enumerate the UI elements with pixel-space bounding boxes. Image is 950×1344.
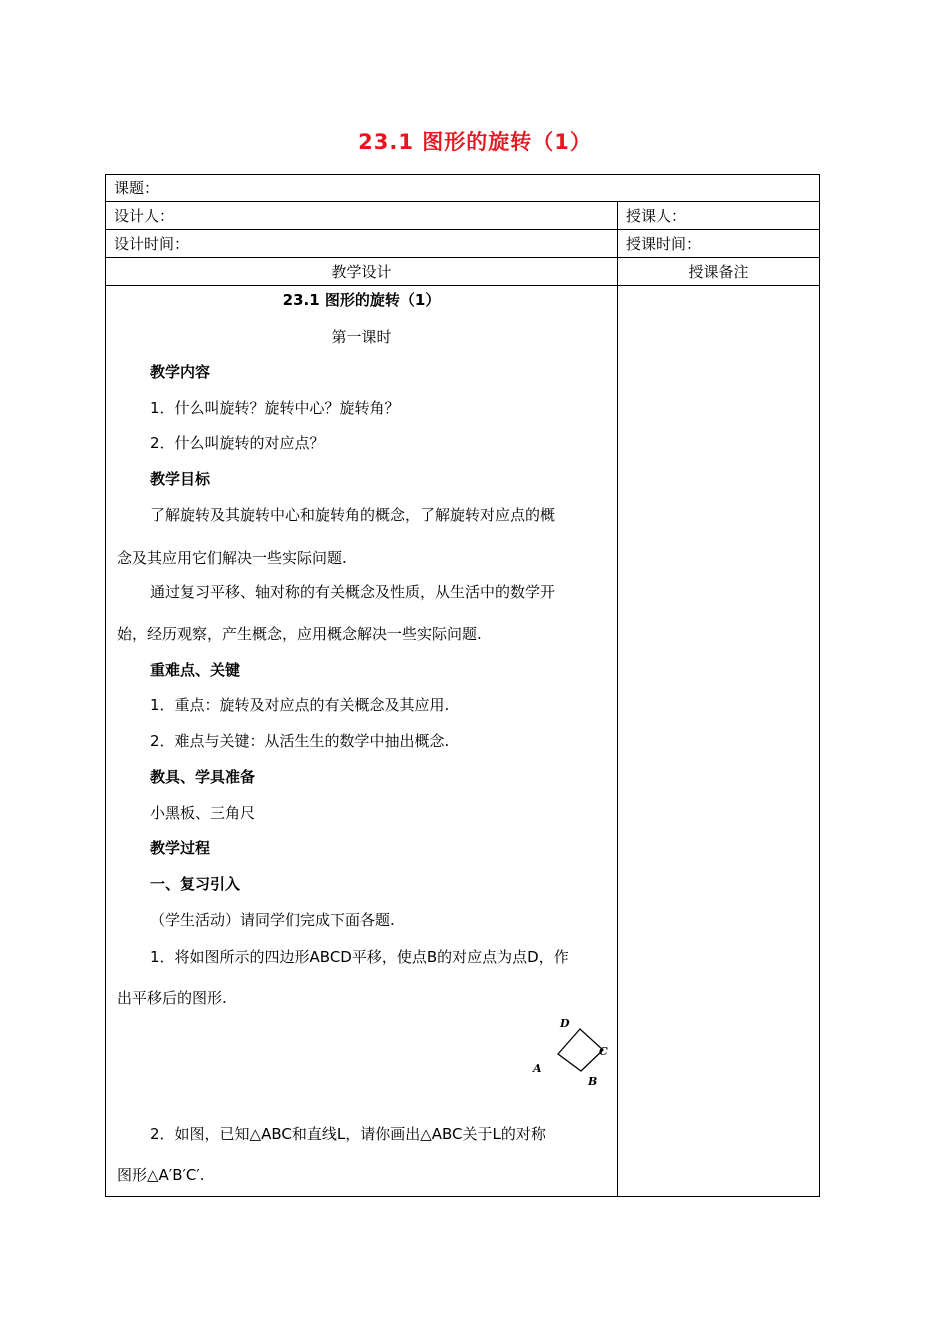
content-item: 2．什么叫旋转的对应点？	[150, 434, 325, 452]
period-label: 第一课时	[331, 328, 392, 346]
document-title: 23.1 图形的旋转（1）	[358, 130, 592, 154]
paragraph-line: （学生活动）请同学们完成下面各题.	[150, 911, 395, 929]
content-item: 2．难点与关键：从活生生的数学中抽出概念.	[150, 732, 450, 750]
design-time-label: 设计时间：	[114, 235, 190, 253]
row-divider	[106, 285, 819, 286]
teacher-label: 授课人：	[626, 207, 687, 225]
lesson-plan-table	[105, 174, 820, 1197]
section-heading: 教学过程	[150, 839, 211, 857]
paragraph-line: 出平移后的图形.	[117, 989, 227, 1007]
content-item: 1．重点：旋转及对应点的有关概念及其应用.	[150, 696, 450, 714]
section-heading: 教学目标	[150, 470, 211, 488]
vertex-label-d: D	[560, 1017, 570, 1030]
section-heading: 教具、学具准备	[150, 768, 256, 786]
vertex-label-c: C	[599, 1045, 608, 1058]
paragraph-line: 1．将如图所示的四边形ABCD平移，使点B的对应点为点D，作	[150, 948, 569, 966]
paragraph-line: 通过复习平移、轴对称的有关概念及性质，从生活中的数学开	[150, 583, 556, 601]
lesson-title: 23.1 图形的旋转（1）	[282, 291, 441, 309]
vertex-label-a: A	[533, 1062, 542, 1075]
paragraph-line: 2．如图，已知△ABC和直线L，请你画出△ABC关于L的对称	[150, 1125, 546, 1143]
row-divider	[106, 229, 819, 230]
designer-label: 设计人：	[114, 207, 175, 225]
section-heading: 教学内容	[150, 363, 211, 381]
column-header-design: 教学设计	[331, 263, 392, 281]
topic-label: 课题：	[114, 179, 160, 197]
row-divider	[106, 257, 819, 258]
vertex-label-b: B	[588, 1075, 598, 1088]
teach-time-label: 授课时间：	[626, 235, 702, 253]
quadrilateral-labels	[528, 1017, 618, 1101]
row-divider	[106, 201, 819, 202]
paragraph-line: 了解旋转及其旋转中心和旋转角的概念，了解旋转对应点的概	[150, 506, 556, 524]
content-item: 小黑板、三角尺	[150, 804, 256, 822]
quadrilateral-shape	[558, 1029, 603, 1071]
paragraph-line: 图形△A′B′C′.	[117, 1166, 205, 1184]
paragraph-line: 念及其应用它们解决一些实际问题.	[117, 549, 347, 567]
section-heading: 重难点、关键	[150, 661, 241, 679]
section-heading: 一、复习引入	[150, 875, 241, 893]
paragraph-line: 始，经历观察，产生概念，应用概念解决一些实际问题.	[117, 625, 482, 643]
column-header-notes: 授课备注	[688, 263, 749, 281]
content-item: 1．什么叫旋转？旋转中心？旋转角？	[150, 399, 400, 417]
